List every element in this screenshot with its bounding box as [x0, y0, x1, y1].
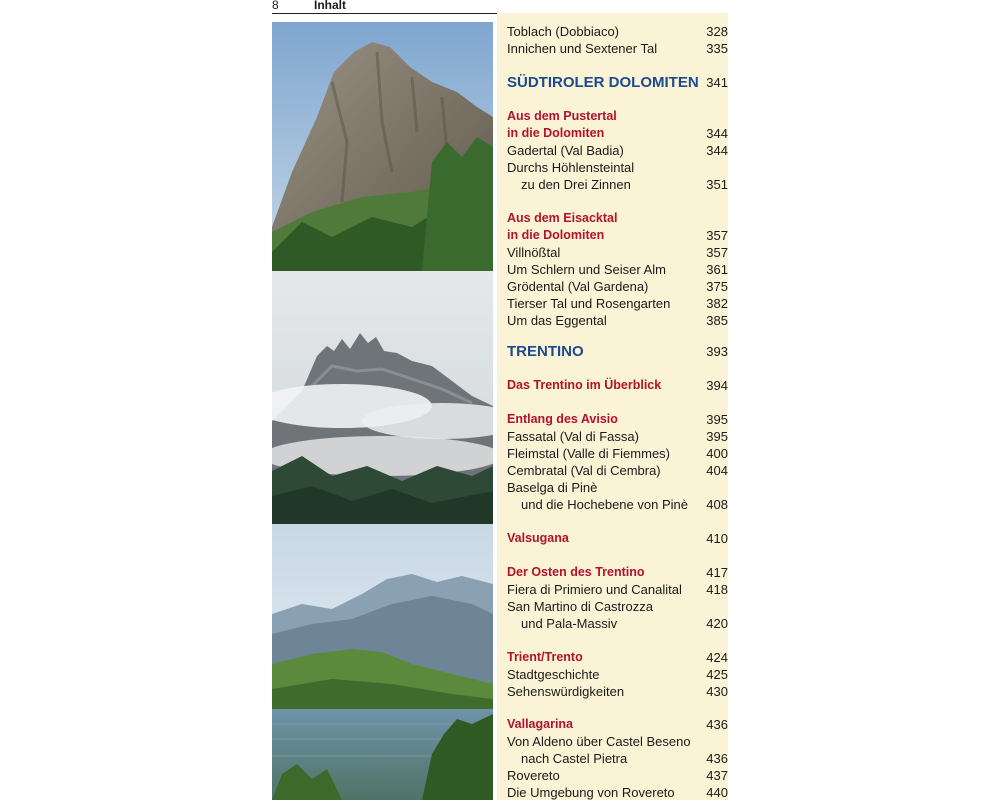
toc-title: Das Trentino im Überblick — [507, 378, 662, 392]
toc-title: Aus dem Eisacktal — [507, 211, 618, 225]
toc-page-number: 395 — [706, 412, 728, 427]
toc-title: Baselga di Pinè — [507, 480, 598, 495]
toc-title: und die Hochebene von Pinè — [521, 497, 688, 512]
toc-page-number: 344 — [706, 143, 728, 158]
table-of-contents — [497, 13, 728, 800]
toc-entry — [507, 40, 728, 57]
toc-entry — [507, 278, 728, 295]
toc-title: Trient/Trento — [507, 650, 583, 664]
toc-page-number: 425 — [706, 667, 728, 682]
toc-page-number: 328 — [706, 24, 728, 39]
toc-entry — [507, 295, 728, 312]
toc-title: Villnößtal — [507, 245, 561, 260]
toc-title: Um Schlern und Seiser Alm — [507, 262, 666, 277]
toc-title: Fassatal (Val di Fassa) — [507, 429, 639, 444]
toc-subheading — [507, 108, 728, 125]
toc-page-number: 420 — [706, 616, 728, 631]
toc-title: Grödental (Val Gardena) — [507, 279, 649, 294]
toc-entry — [507, 479, 728, 496]
toc-entry — [507, 261, 728, 278]
toc-title: Vallagarina — [507, 717, 574, 731]
toc-page-number: 361 — [706, 262, 728, 277]
toc-page-number: 393 — [706, 344, 728, 359]
toc-page-number: 424 — [706, 650, 728, 665]
toc-title: Fleimstal (Valle di Fiemmes) — [507, 446, 671, 461]
misty-peaks-photo — [272, 271, 493, 524]
toc-page-number: 385 — [706, 313, 728, 328]
toc-page-number: 404 — [706, 463, 728, 478]
toc-subheading — [507, 210, 728, 227]
toc-title: Der Osten des Trentino — [507, 565, 645, 579]
toc-entry — [507, 666, 728, 683]
toc-title: Von Aldeno über Castel Beseno — [507, 734, 691, 749]
toc-subheading — [507, 530, 728, 547]
toc-page-number: 436 — [706, 751, 728, 766]
mountain-peak-photo — [272, 22, 493, 271]
toc-title: Valsugana — [507, 531, 569, 545]
toc-entry — [507, 615, 728, 632]
toc-page-number: 382 — [706, 296, 728, 311]
toc-title: in die Dolomiten — [507, 228, 605, 242]
toc-page-number: 430 — [706, 684, 728, 699]
toc-subheading — [507, 564, 728, 581]
toc-title: in die Dolomiten — [507, 126, 605, 140]
toc-page-number: 341 — [706, 75, 728, 90]
toc-page-number: 351 — [706, 177, 728, 192]
toc-region — [507, 71, 728, 95]
toc-entry — [507, 23, 728, 40]
toc-subheading — [507, 411, 728, 428]
photo-column — [272, 22, 493, 800]
toc-page-number: 418 — [706, 582, 728, 597]
toc-page-number: 436 — [706, 717, 728, 732]
lake-valley-photo — [272, 524, 493, 800]
toc-subheading — [507, 377, 728, 394]
toc-subheading — [507, 125, 728, 142]
toc-title: Aus dem Pustertal — [507, 109, 617, 123]
page-header — [272, 0, 728, 14]
toc-entry — [507, 767, 728, 784]
toc-page-number: 417 — [706, 565, 728, 580]
toc-page-number: 394 — [706, 378, 728, 393]
toc-page-number: 437 — [706, 768, 728, 783]
toc-subheading — [507, 227, 728, 244]
toc-page-number: 395 — [706, 429, 728, 444]
page-title: Inhalt — [314, 0, 346, 12]
toc-entry — [507, 142, 728, 159]
toc-page-number: 408 — [706, 497, 728, 512]
toc-title: TRENTINO — [507, 343, 584, 360]
toc-title: Tierser Tal und Rosengarten — [507, 296, 671, 311]
toc-title: SÜDTIROLER DOLOMITEN — [507, 74, 699, 91]
toc-title: Toblach (Dobbiaco) — [507, 24, 620, 39]
toc-page-number: 357 — [706, 228, 728, 243]
toc-title: Innichen und Sextener Tal — [507, 41, 658, 56]
toc-entry — [507, 733, 728, 750]
toc-page-number: 335 — [706, 41, 728, 56]
toc-title: nach Castel Pietra — [521, 751, 628, 766]
toc-title: San Martino di Castrozza — [507, 599, 653, 614]
toc-entry — [507, 581, 728, 598]
toc-entry — [507, 176, 728, 193]
toc-title: Rovereto — [507, 768, 560, 783]
toc-entry — [507, 496, 728, 513]
toc-entry — [507, 750, 728, 767]
toc-entry — [507, 784, 728, 801]
toc-page-number: 400 — [706, 446, 728, 461]
toc-title: Durchs Höhlensteintal — [507, 160, 635, 175]
toc-entry — [507, 683, 728, 700]
toc-subheading — [507, 716, 728, 733]
toc-entry — [507, 445, 728, 462]
toc-page-number: 344 — [706, 126, 728, 141]
toc-entry — [507, 428, 728, 445]
toc-title: und Pala-Massiv — [521, 616, 618, 631]
toc-region — [507, 340, 728, 364]
toc-entry — [507, 462, 728, 479]
toc-title: Um das Eggental — [507, 313, 607, 328]
toc-title: Gadertal (Val Badia) — [507, 143, 624, 158]
toc-title: Fiera di Primiero und Canalital — [507, 582, 682, 597]
toc-title: Stadtgeschichte — [507, 667, 600, 682]
toc-title: zu den Drei Zinnen — [521, 177, 631, 192]
toc-title: Sehenswürdigkeiten — [507, 684, 625, 699]
toc-entry — [507, 159, 728, 176]
toc-title: Die Umgebung von Rovereto — [507, 785, 675, 800]
toc-entry — [507, 244, 728, 261]
toc-page-number: 440 — [706, 785, 728, 800]
toc-title: Cembratal (Val di Cembra) — [507, 463, 661, 478]
toc-page-number: 410 — [706, 531, 728, 546]
toc-page-number: 357 — [706, 245, 728, 260]
page-number: 8 — [272, 0, 279, 12]
toc-entry — [507, 598, 728, 615]
toc-entry — [507, 312, 728, 329]
toc-title: Entlang des Avisio — [507, 412, 618, 426]
toc-page-number: 375 — [706, 279, 728, 294]
toc-subheading — [507, 649, 728, 666]
